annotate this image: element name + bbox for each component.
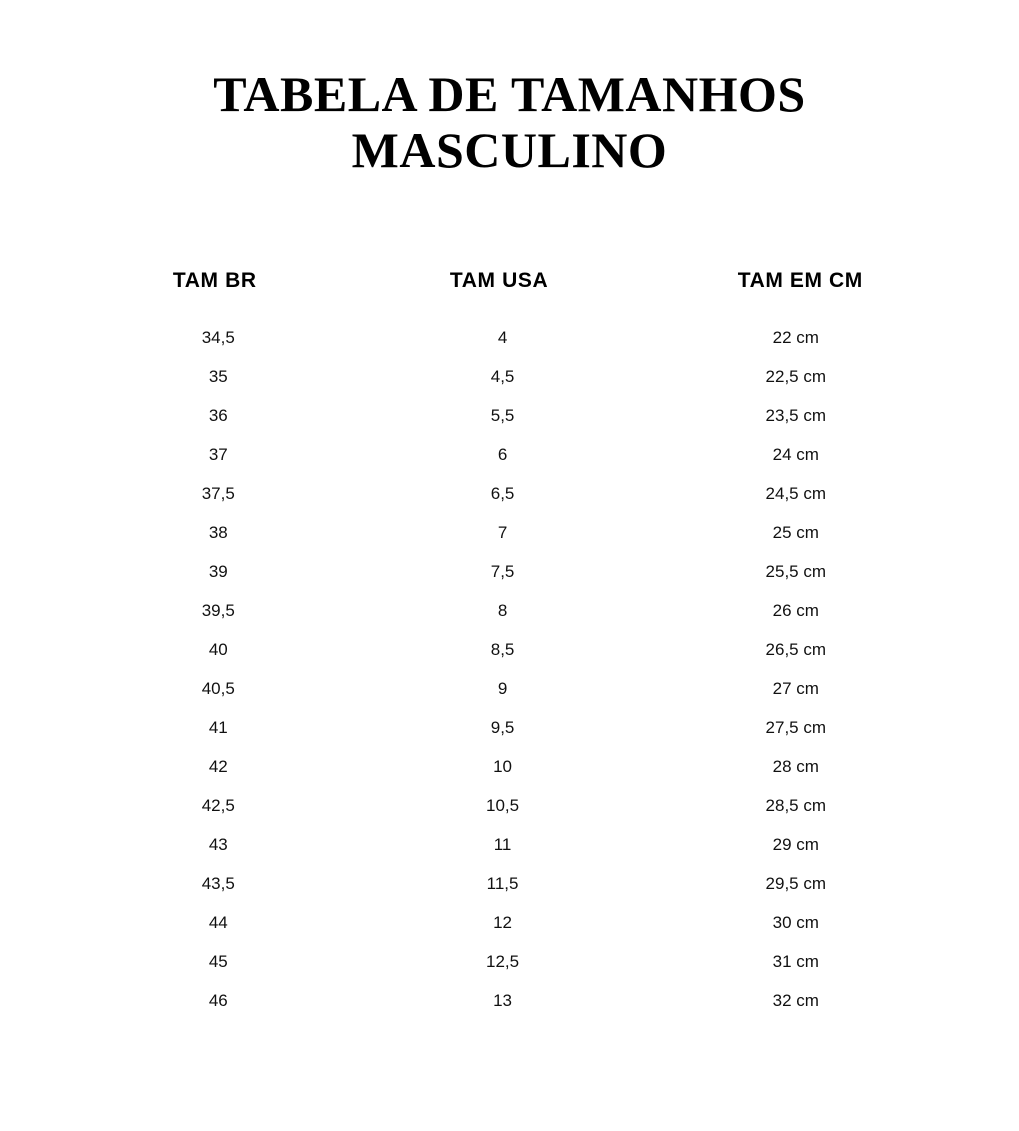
- table-header-row: [70, 268, 950, 319]
- size-table-container: [70, 268, 950, 1021]
- table-row: [70, 670, 950, 709]
- cell-tam-br: 37,5: [201, 484, 235, 503]
- table-row: [70, 865, 950, 904]
- cell-tam-cm: 28 cm: [772, 757, 819, 776]
- cell-tam-cm: 31 cm: [772, 952, 819, 971]
- cell-tam-usa: 7,5: [490, 562, 515, 581]
- cell-tam-cm: 26 cm: [772, 601, 819, 620]
- table-row: [70, 319, 950, 358]
- table-row: [70, 826, 950, 865]
- cell-tam-br: 46: [208, 991, 228, 1010]
- cell-tam-cm: 32 cm: [772, 991, 819, 1010]
- table-row: [70, 514, 950, 553]
- table-row: [70, 787, 950, 826]
- cell-tam-usa: 6: [497, 445, 508, 464]
- cell-tam-usa: 5,5: [490, 406, 515, 425]
- cell-tam-cm: 25,5 cm: [765, 562, 827, 581]
- cell-tam-br: 38: [208, 523, 228, 542]
- cell-tam-cm: 25 cm: [772, 523, 819, 542]
- cell-tam-usa: 13: [493, 991, 513, 1010]
- cell-tam-usa: 11: [493, 835, 512, 854]
- table-row: [70, 631, 950, 670]
- table-row: [70, 436, 950, 475]
- table-row: [70, 748, 950, 787]
- cell-tam-br: 34,5: [201, 328, 235, 347]
- cell-tam-cm: 24,5 cm: [765, 484, 827, 503]
- cell-tam-usa: 12,5: [486, 952, 520, 971]
- cell-tam-usa: 11,5: [486, 874, 519, 893]
- cell-tam-cm: 28,5 cm: [765, 796, 827, 815]
- cell-tam-cm: 30 cm: [772, 913, 819, 932]
- cell-tam-usa: 12: [493, 913, 513, 932]
- page-title-line-2: MASCULINO: [351, 122, 668, 178]
- cell-tam-cm: 22 cm: [772, 328, 819, 347]
- cell-tam-usa: 4: [497, 328, 508, 347]
- cell-tam-br: 44: [208, 913, 228, 932]
- cell-tam-br: 41: [208, 718, 228, 737]
- cell-tam-br: 40,5: [201, 679, 235, 698]
- cell-tam-usa: 8: [497, 601, 508, 620]
- cell-tam-usa: 4,5: [490, 367, 515, 386]
- table-row: [70, 592, 950, 631]
- cell-tam-cm: 29,5 cm: [765, 874, 827, 893]
- column-header-cm: TAM EM CM: [737, 268, 863, 292]
- cell-tam-cm: 27 cm: [772, 679, 819, 698]
- page-title: [213, 66, 805, 178]
- cell-tam-usa: 9,5: [490, 718, 515, 737]
- cell-tam-usa: 10,5: [486, 796, 520, 815]
- cell-tam-cm: 27,5 cm: [765, 718, 827, 737]
- cell-tam-cm: 29 cm: [772, 835, 819, 854]
- cell-tam-usa: 9: [497, 679, 508, 698]
- cell-tam-usa: 6,5: [490, 484, 515, 503]
- cell-tam-usa: 10: [493, 757, 513, 776]
- cell-tam-br: 42: [208, 757, 228, 776]
- table-row: [70, 358, 950, 397]
- cell-tam-usa: 8,5: [490, 640, 515, 659]
- cell-tam-br: 36: [208, 406, 228, 425]
- cell-tam-cm: 23,5 cm: [765, 406, 827, 425]
- table-row: [70, 709, 950, 748]
- table-row: [70, 475, 950, 514]
- size-table: [70, 268, 950, 1021]
- column-header-br: TAM BR: [172, 268, 257, 292]
- cell-tam-br: 42,5: [201, 796, 235, 815]
- cell-tam-br: 35: [208, 367, 228, 386]
- cell-tam-br: 43,5: [201, 874, 235, 893]
- cell-tam-br: 37: [208, 445, 228, 464]
- table-row: [70, 904, 950, 943]
- table-row: [70, 943, 950, 982]
- cell-tam-cm: 26,5 cm: [765, 640, 827, 659]
- cell-tam-cm: 24 cm: [772, 445, 819, 464]
- table-row: [70, 397, 950, 436]
- cell-tam-usa: 7: [497, 523, 508, 542]
- cell-tam-br: 43: [208, 835, 228, 854]
- size-table-head: [70, 268, 950, 319]
- column-header-usa: TAM USA: [449, 268, 549, 292]
- table-row: [70, 982, 950, 1021]
- cell-tam-br: 45: [208, 952, 228, 971]
- table-row: [70, 553, 950, 592]
- cell-tam-br: 40: [208, 640, 228, 659]
- cell-tam-cm: 22,5 cm: [765, 367, 827, 386]
- cell-tam-br: 39: [208, 562, 228, 581]
- cell-tam-br: 39,5: [201, 601, 235, 620]
- size-table-body: [70, 319, 950, 1021]
- page-title-line-1: TABELA DE TAMANHOS: [213, 66, 806, 122]
